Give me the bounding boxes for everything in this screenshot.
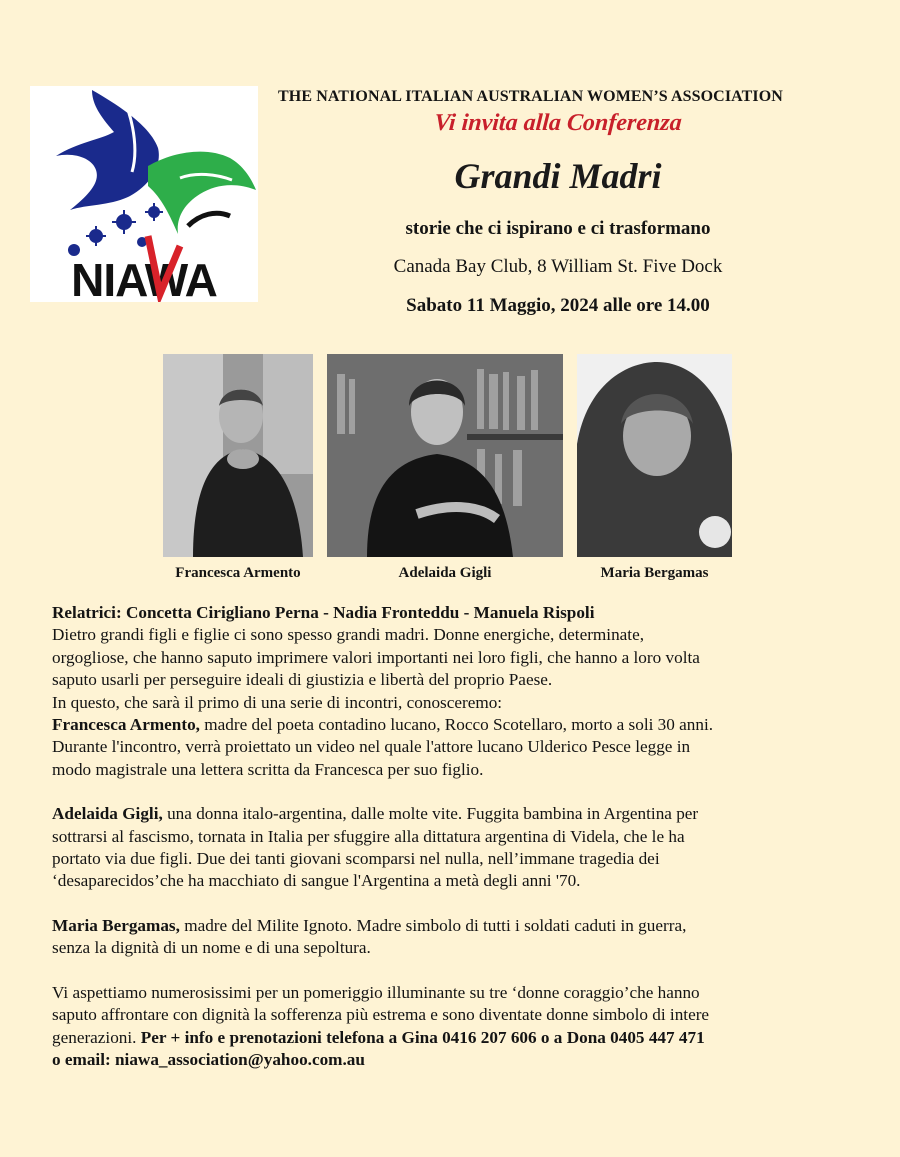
bergamas-line: madre del Milite Ignoto. Madre simbolo di tutti i soldati caduti in guerra,: [179, 915, 687, 935]
event-subtitle: storie che ci ispirano e ci trasformano: [405, 218, 711, 239]
gigli-line: sottrarsi al fascismo, tornata in Italia per sfuggire alla dittatura argentina di Videla, che le ha: [52, 826, 685, 846]
photo-caption: Adelaida Gigli: [398, 565, 492, 581]
gigli-name: Adelaida Gigli,: [52, 804, 163, 824]
intro-line: orgogliose, che hanno saputo imprimere valori importanti nei loro figli, che hanno a loro volta: [52, 647, 700, 667]
armento-line: madre del poeta contadino lucano, Rocco Scotellaro, morto a soli 30 anni.: [199, 715, 714, 735]
closing-line: saputo affrontare con dignità la sofferenza più estrema e sono diventate donne simbolo di intere: [52, 1005, 710, 1025]
gigli-line: portato via due figli. Due dei tanti giovani scomparsi nel nulla, nell’immane tragedia dei: [52, 849, 660, 869]
event-title: Grandi Madri: [454, 156, 662, 196]
armento-line: modo magistrale una lettera scritta da Francesca per suo figlio.: [52, 759, 484, 779]
gigli-line: ‘desaparecidos’che ha macchiato di sangue l'Argentina a metà degli anni '70.: [52, 871, 581, 891]
photo-francesca-armento: [163, 354, 313, 557]
closing-line: generazioni.: [52, 1027, 141, 1047]
invite-line: Vi invita alla Conferenza: [433, 110, 683, 136]
armento-name: Francesca Armento,: [52, 715, 200, 735]
intro-line: Dietro grandi figli e figlie ci sono spesso grandi madri. Donne energiche, determinate,: [52, 625, 644, 645]
photo-maria-bergamas: [577, 354, 732, 557]
bergamas-name: Maria Bergamas,: [52, 915, 180, 935]
photo-caption: Francesca Armento: [175, 565, 301, 581]
speakers-line: Relatrici: Concetta Cirigliano Perna - Nadia Fronteddu - Manuela Rispoli: [52, 603, 595, 622]
niawa-logo: [30, 86, 258, 302]
contact-email: o email: niawa_association@yahoo.com.au: [52, 1049, 365, 1069]
gigli-line: una donna italo-argentina, dalle molte vite. Fuggita bambina in Argentina per: [162, 804, 699, 824]
bergamas-line: senza la dignità di un nome e di una sepoltura.: [52, 938, 371, 958]
intro-line: saputo usarli per perseguire ideali di giustizia e libertà del proprio Paese.: [52, 670, 553, 690]
event-venue: Canada Bay Club, 8 William St. Five Dock: [393, 256, 723, 277]
photo-caption: Maria Bergamas: [600, 565, 709, 581]
armento-line: Durante l'incontro, verrà proiettato un video nel quale l'attore lucano Ulderico Pesce legge in: [52, 737, 691, 757]
intro-line: In questo, che sarà il primo di una serie di incontri, conosceremo:: [52, 692, 503, 712]
body-text: [52, 602, 852, 1071]
closing-line: Vi aspettiamo numerosissimi per un pomeriggio illuminante su tre ‘donne coraggio’che hanno: [52, 982, 700, 1002]
organization-name: THE NATIONAL ITALIAN AUSTRALIAN WOMEN’S ASSOCIATION: [278, 88, 783, 105]
contact-phone: Per + info e prenotazioni telefona a Gina 0416 207 606 o a Dona 0405 447 471: [140, 1027, 705, 1047]
photo-adelaida-gigli: [327, 354, 563, 557]
logo-text: NIAWA: [71, 254, 217, 302]
event-date: Sabato 11 Maggio, 2024 alle ore 14.00: [406, 295, 710, 316]
